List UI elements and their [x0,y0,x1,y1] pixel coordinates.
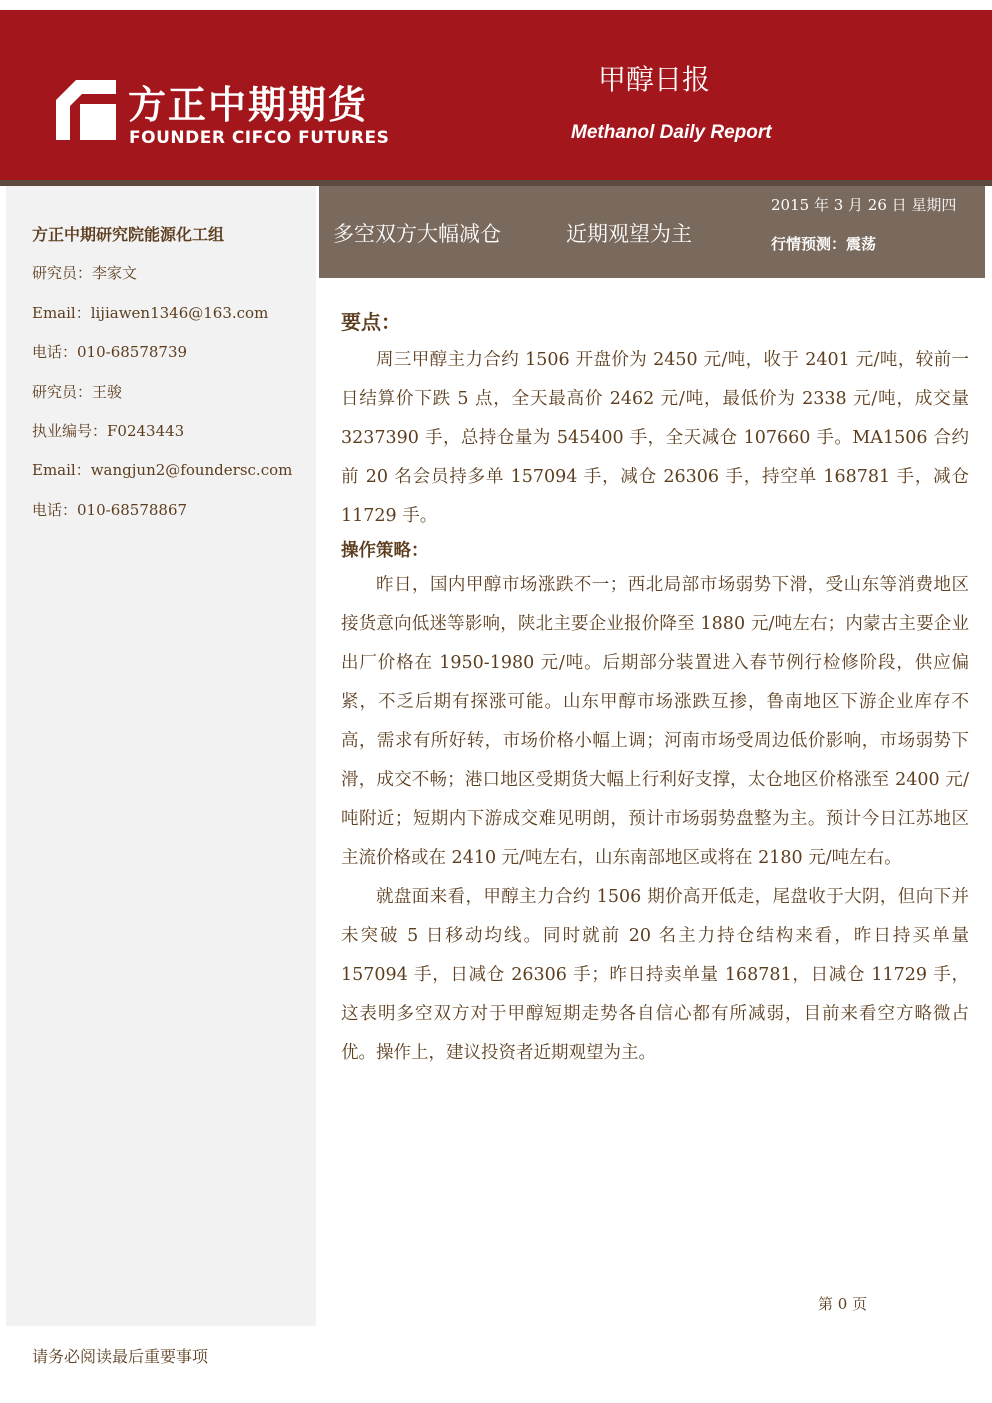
disclaimer-note: 请务必阅读最后重要事项 [32,1347,209,1366]
report-date: 2015 年 3 月 26 日 星期四 [771,196,957,214]
brand-name-en: FOUNDER CIFCO FUTURES [129,128,390,148]
analyst-2: 研究员：王骏 [32,383,123,401]
research-group: 方正中期研究院能源化工组 [32,225,225,244]
analyst-2-email: Email：wangjun2@foundersc.com [32,461,293,479]
brand-name-cn: 方正中期期货 [128,83,369,127]
key-points-title: 要点： [341,310,401,334]
page-number: 第 0 页 [818,1295,868,1313]
main-content [341,306,969,1073]
analyst-2-phone: 电话：010-68578867 [32,501,188,519]
analyst-1-email: Email：lijiawen1346@163.com [32,304,269,322]
headline-1: 多空双方大幅减仓 [333,222,501,246]
headline-2: 近期观望为主 [566,222,692,246]
strategy-paragraph-1: 昨日，国内甲醇市场涨跌不一；西北局部市场弱势下滑，受山东等消费地区接货意向低迷等影响，陕北主要企业报价降至 1880 元/吨左右；内蒙古主要企业出厂价格在 1950-1980 元/吨。后期部分装置进入春节例行检修阶段，供应偏紧，不乏后期有探涨可能。山东甲醇市场涨跌互掺，鲁南地区下游企业库存不高，需求有所好转，市场价格小幅上调；河南市场受周边低价影响，市场弱势下滑，成交不畅；港口地区受期货大幅上行利好支撑，太仓地区价格涨至 2400 元/吨附近；短期内下游成交难见明朗，预计市场弱势盘整为主。预计今日江苏地区主流价格或在 2410 元/吨左右，山东南部地区或将在 2180 元/吨左右。 [341,575,969,868]
analyst-1: 研究员：李家文 [32,264,138,282]
report-title-cn: 甲醇日报 [598,63,711,96]
analyst-2-license: 执业编号：F0243443 [32,422,185,440]
report-title-en: Methanol Daily Report [571,122,772,143]
founder-logo-icon [56,80,116,140]
key-points-paragraph: 周三甲醇主力合约 1506 开盘价为 2450 元/吨，收于 2401 元/吨，较前一日结算价下跌 5 点，全天最高价 2462 元/吨，最低价为 2338 元/吨，成交量 3237390 手，总持仓量为 545400 手，全天减仓 107660 手。MA1506 合约前 20 名会员持多单 157094 手，减仓 26306 手，持空单 168781 手，减仓 11729 手。 [341,350,969,526]
market-forecast: 行情预测：震荡 [771,235,877,253]
strategy-paragraph-2: 就盘面来看，甲醇主力合约 1506 期价高开低走，尾盘收于大阴，但向下并未突破 5 日移动均线。同时就前 20 名主力持仓结构来看，昨日持买单量 157094 手，日减仓 26306 手；昨日持卖单量 168781，日减仓 11729 手，这表明多空双方对于甲醇短期走势各自信心都有所减弱，目前来看空方略微占优。操作上，建议投资者近期观望为主。 [341,887,969,1063]
analyst-1-phone: 电话：010-68578739 [32,343,188,361]
strategy-title: 操作策略： [341,541,429,561]
